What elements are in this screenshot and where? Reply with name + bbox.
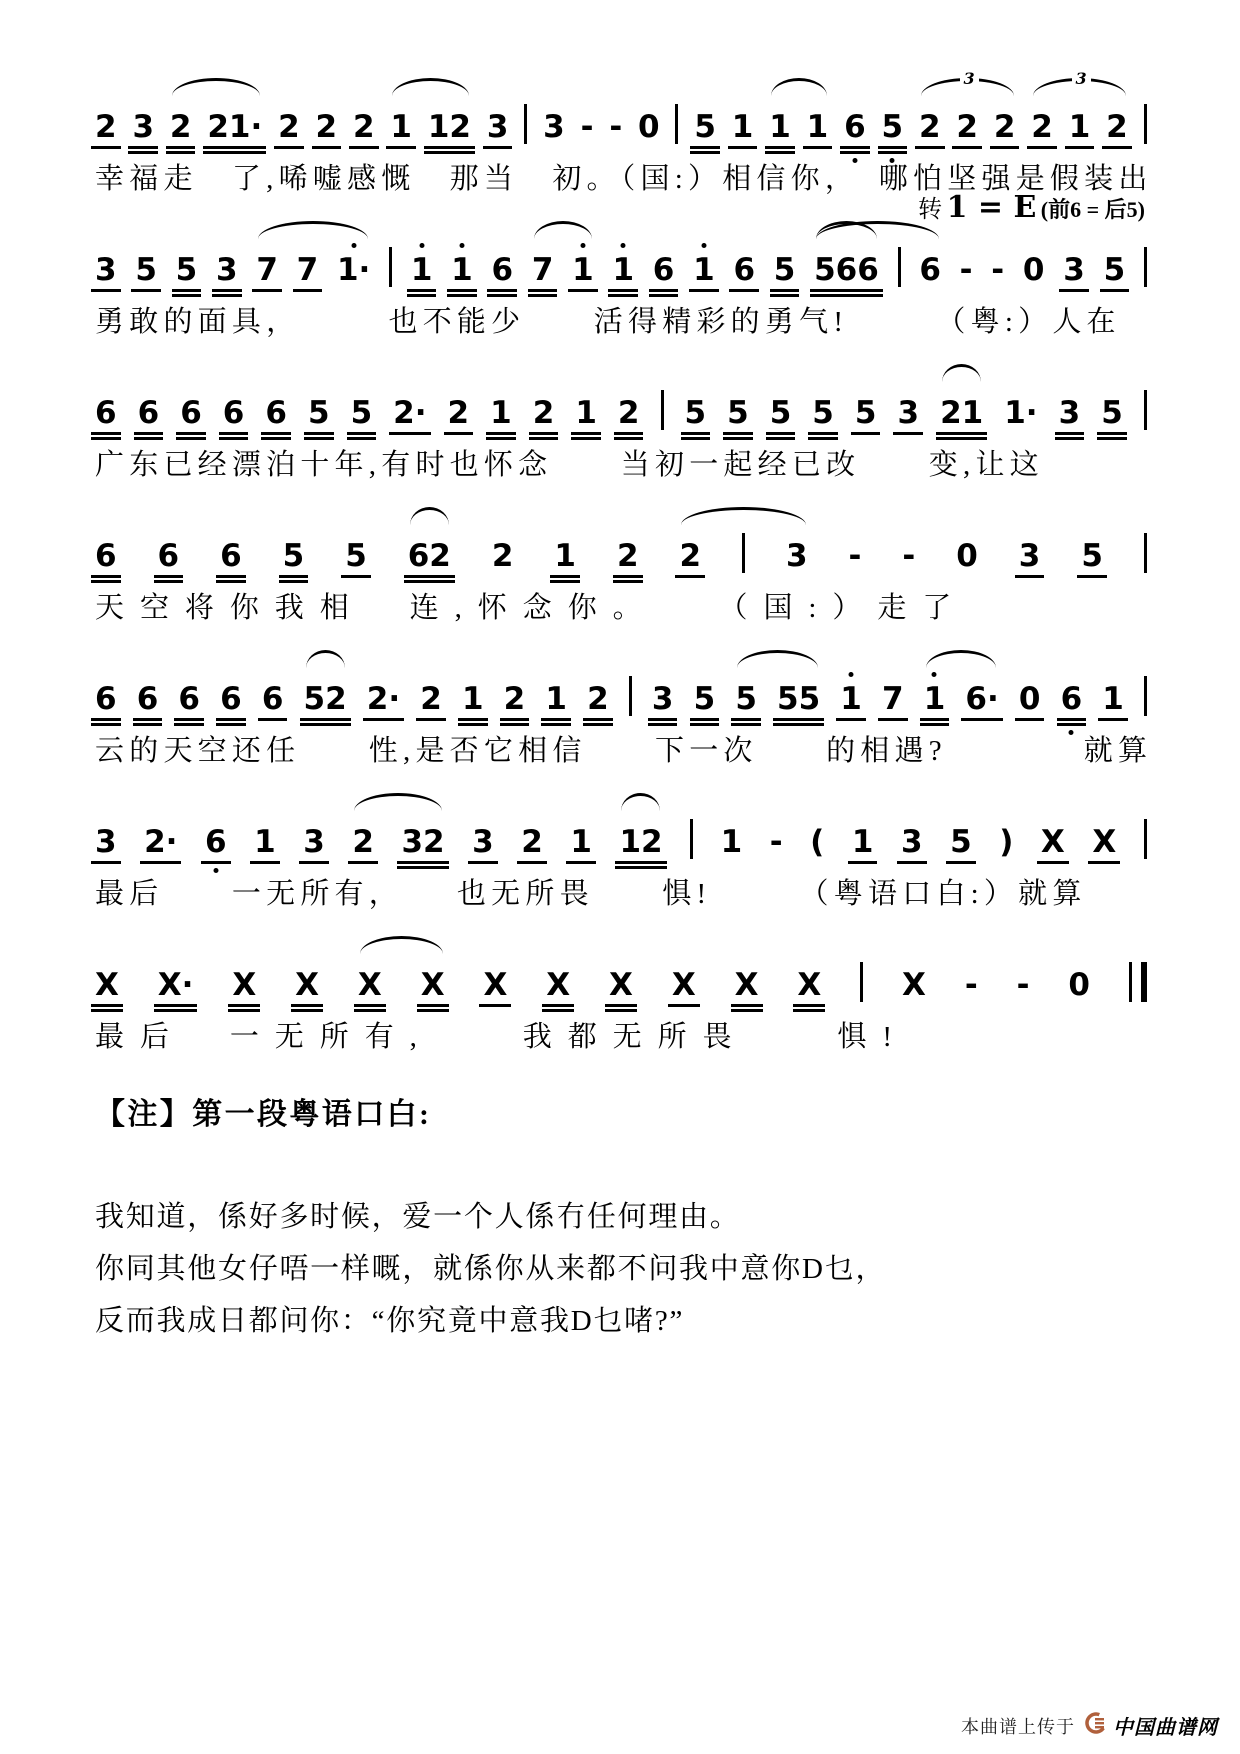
- note-token: 6: [220, 683, 242, 716]
- note-token: 1: [570, 826, 592, 859]
- note-token: 7: [297, 254, 319, 287]
- note-token: -: [769, 824, 783, 860]
- note-token: 7: [256, 254, 278, 287]
- note-token: X: [546, 969, 570, 1002]
- note-token: 1: [612, 254, 634, 287]
- slur-arc: [410, 507, 449, 525]
- note-token: 0: [1068, 967, 1090, 1003]
- note-token: 2: [95, 111, 117, 144]
- note-token: X: [483, 969, 507, 1002]
- note-token: 52: [304, 683, 347, 716]
- note-token: -: [964, 967, 978, 1003]
- note-token: 2: [353, 111, 375, 144]
- note-token: 1: [462, 683, 484, 716]
- lyrics-row-7: 最后 一无所有, 我都无所畏 惧!: [95, 1021, 908, 1053]
- barline: [1144, 533, 1147, 573]
- note-token: 2: [352, 826, 374, 859]
- slur-arc: [942, 364, 981, 382]
- note-token: 3: [1063, 254, 1085, 287]
- barline: [661, 390, 664, 430]
- barline: [860, 962, 863, 1002]
- slur-arc: [258, 221, 368, 239]
- note-token: 6: [491, 254, 513, 287]
- key-change-prefix: 转: [918, 197, 943, 223]
- note-token: X: [735, 969, 759, 1002]
- notes-row-1: [95, 69, 1147, 145]
- note-token: 1: [693, 254, 715, 287]
- note-token: 5: [855, 397, 877, 430]
- note-token: 566: [814, 254, 879, 287]
- barline: [389, 247, 392, 287]
- note-token: 1: [572, 254, 594, 287]
- music-line-6: [95, 803, 1147, 912]
- note-token: 3: [95, 254, 117, 287]
- note-token: X: [902, 967, 926, 1003]
- note-token: 5: [176, 254, 198, 287]
- note-section: [95, 1089, 1147, 1347]
- triplet-number: 3: [1072, 69, 1091, 88]
- lyrics-row-4: 天空将你我相 连,怀念你。 （国:）走了: [95, 592, 968, 624]
- note-token: 3: [216, 254, 238, 287]
- lyrics-row-3: 广东已经漂泊十年,有时也怀念 当初一起经已改 变,让这: [95, 449, 1044, 481]
- note-token: 21·: [207, 111, 262, 144]
- slur-arc: [172, 78, 260, 96]
- note-token: 5: [774, 254, 796, 287]
- note-token: 62: [408, 540, 451, 573]
- barline: [629, 676, 632, 716]
- note-token: X: [797, 969, 821, 1002]
- note-token: 3: [1059, 397, 1081, 430]
- note-token: 2: [956, 111, 978, 144]
- note-token: 12: [428, 111, 471, 144]
- note-token: 5: [770, 397, 792, 430]
- note-token: X: [295, 969, 319, 1002]
- barline: [898, 247, 901, 287]
- barline: [690, 819, 693, 859]
- note-token: 2: [618, 397, 640, 430]
- note-token: ): [999, 824, 1014, 860]
- note-token: 6: [205, 826, 227, 859]
- note-token: (: [810, 824, 825, 860]
- triplet-number: 3: [960, 69, 979, 88]
- barline: [1144, 104, 1147, 144]
- note-token: X·: [158, 969, 194, 1002]
- note-token: 2: [420, 683, 442, 716]
- note-token: 6: [1061, 683, 1083, 716]
- note-token: -: [580, 109, 594, 145]
- note-token: 2: [994, 111, 1016, 144]
- note-token: 1: [554, 540, 576, 573]
- barline: [1144, 247, 1147, 287]
- note-title: 【注】第一段粤语口白:: [95, 1098, 432, 1131]
- note-token: 5: [351, 397, 373, 430]
- notes-row-6: [95, 803, 1147, 859]
- note-token: 6: [137, 683, 159, 716]
- note-line-1: 我知道，係好多时候，爱一个人係冇任何理由。: [95, 1201, 741, 1233]
- note-token: 5: [882, 111, 904, 144]
- note-token: 6·: [965, 683, 998, 716]
- note-token: 5: [283, 540, 305, 573]
- slur-arc: [354, 793, 442, 811]
- note-token: 1: [411, 254, 433, 287]
- lyrics-row-5: 云的天空还任 性,是否它相信 下一次 的相遇? 就算: [95, 735, 1153, 767]
- barline: [1144, 390, 1147, 430]
- note-token: 2: [587, 683, 609, 716]
- note-token: 6: [138, 397, 160, 430]
- note-token: 1: [852, 826, 874, 859]
- slur-arc: [306, 650, 345, 668]
- note-token: 1: [732, 111, 754, 144]
- watermark: [961, 1711, 1218, 1740]
- note-token: 2: [521, 826, 543, 859]
- key-change: [918, 189, 1145, 225]
- note-token: 1·: [1004, 395, 1038, 431]
- note-token: -: [848, 538, 862, 574]
- note-token: X: [1092, 826, 1116, 859]
- note-token: -: [1016, 967, 1030, 1003]
- note-token: 3: [901, 826, 923, 859]
- lyrics-row-2: 勇敢的面具， 也不能少 活得精彩的勇气! （粤:）人在: [95, 306, 1121, 338]
- note-token: 7: [532, 254, 554, 287]
- key-change-paren: (前6 = 后5): [1040, 197, 1145, 222]
- note-token: 6: [95, 540, 117, 573]
- note-token: 12: [619, 826, 662, 859]
- note-token: 2: [1106, 111, 1128, 144]
- note-token: X: [672, 969, 696, 1002]
- notes-row-2: [95, 231, 1147, 287]
- note-token: 5: [735, 683, 757, 716]
- note-token: -: [959, 252, 973, 288]
- music-line-5: [95, 660, 1153, 769]
- note-token: 2: [504, 683, 526, 716]
- note-token: 2: [278, 111, 300, 144]
- barline: [742, 533, 745, 573]
- note-token: 6: [844, 111, 866, 144]
- note-token: 6: [919, 252, 941, 288]
- slur-arc: [621, 793, 660, 811]
- slur-arc: [771, 78, 827, 96]
- key-change-main: 1 = E: [946, 190, 1037, 225]
- notes-row-3: [95, 374, 1147, 430]
- note-token: 3: [132, 111, 154, 144]
- note-token: -: [609, 109, 623, 145]
- lyrics-row-1: 幸福走 了,唏嘘感慨 那当 初。（国:）相信你， 哪怕坚强是假装出: [95, 163, 1153, 195]
- note-token: 2: [448, 397, 470, 430]
- note-token: 6: [262, 683, 284, 716]
- note-token: 3: [786, 538, 808, 574]
- note-token: 0: [1022, 252, 1045, 288]
- note-token: 0: [1019, 683, 1041, 716]
- note-lines: [95, 1191, 1147, 1347]
- slur-arc: [926, 650, 996, 668]
- final-barline: [1129, 962, 1147, 1002]
- note-token: 3: [543, 109, 565, 145]
- music-line-1: [95, 69, 1153, 197]
- note-token: 6: [178, 683, 200, 716]
- note-token: 5: [1101, 397, 1123, 430]
- music-line-7: [95, 946, 1147, 1055]
- note-token: 3: [1019, 540, 1041, 573]
- note-token: 3: [303, 826, 325, 859]
- note-line-2: 你同其他女仔唔一样嘅，就係你从来都不问我中意你D乜，: [95, 1253, 887, 1285]
- note-token: 3: [652, 683, 674, 716]
- note-token: 5: [694, 683, 716, 716]
- note-token: 5: [345, 540, 367, 573]
- note-token: 2·: [393, 397, 426, 430]
- barline: [1144, 676, 1147, 716]
- slur-arc: [534, 221, 592, 239]
- slur-arc: [737, 650, 818, 668]
- note-token: 1: [451, 254, 473, 287]
- notes-row-7: [95, 946, 1147, 1002]
- note-token: 5: [812, 397, 834, 430]
- music-line-4: [95, 517, 1147, 626]
- barline: [524, 104, 527, 144]
- note-token: 1: [720, 824, 743, 860]
- note-token: 0: [638, 109, 660, 145]
- watermark-text: 本曲谱上传于: [961, 1716, 1075, 1737]
- note-token: 2: [491, 538, 514, 574]
- note-token: 6: [265, 397, 287, 430]
- note-token: 6: [95, 683, 117, 716]
- note-token: 55: [777, 683, 820, 716]
- notes-row-5: [95, 660, 1147, 716]
- slur-arc: [392, 78, 469, 96]
- note-token: 1: [490, 397, 512, 430]
- note-token: 1: [807, 111, 829, 144]
- note-token: 5: [1081, 540, 1103, 573]
- note-token: X: [95, 969, 119, 1002]
- note-token: 7: [882, 683, 904, 716]
- note-token: 5: [308, 397, 330, 430]
- barline: [675, 104, 678, 144]
- note-token: 5: [950, 826, 972, 859]
- note-token: -: [991, 252, 1005, 288]
- note-token: 0: [956, 538, 978, 574]
- note-token: 1: [924, 683, 946, 716]
- score: [95, 69, 1153, 1347]
- note-token: 5: [685, 397, 707, 430]
- slur-arc: [681, 507, 806, 525]
- note-token: 2: [1031, 111, 1053, 144]
- note-token: 5: [694, 111, 716, 144]
- note-token: X: [421, 969, 445, 1002]
- note-token: 6: [180, 397, 202, 430]
- note-token: 6: [733, 254, 755, 287]
- note-token: 6: [220, 540, 242, 573]
- note-token: 2: [679, 540, 701, 573]
- note-token: 3: [95, 826, 117, 859]
- note-token: 6: [158, 540, 180, 573]
- note-line-3: 反而我成日都问你：“你究竟中意我D乜啫?”: [95, 1305, 685, 1337]
- note-token: 2: [170, 111, 192, 144]
- note-token: X: [609, 969, 633, 1002]
- note-token: X: [358, 969, 382, 1002]
- note-token: 5: [135, 254, 157, 287]
- note-token: 5: [727, 397, 749, 430]
- notes-row-4: [95, 517, 1147, 573]
- note-token: 2: [617, 540, 639, 573]
- note-token: 6: [223, 397, 245, 430]
- music-line-2: [95, 190, 1147, 340]
- note-token: 1: [254, 826, 276, 859]
- note-token: 2·: [367, 683, 400, 716]
- note-token: 3: [472, 826, 494, 859]
- barline: [1144, 819, 1147, 859]
- note-token: 2·: [144, 826, 177, 859]
- note-token: 1: [1069, 111, 1091, 144]
- note-token: 1: [390, 111, 412, 144]
- music-line-3: [95, 374, 1147, 483]
- note-token: -: [902, 538, 916, 574]
- note-token: X: [232, 969, 256, 1002]
- note-token: 1: [545, 683, 567, 716]
- note-token: 2: [533, 397, 555, 430]
- note-token: 1: [769, 111, 791, 144]
- note-token: 1: [1102, 683, 1124, 716]
- qupu-logo-icon: [1085, 1712, 1107, 1739]
- lyrics-row-6: 最后 一无所有， 也无所畏 惧! （粤语口白:）就算: [95, 878, 1087, 910]
- note-token: X: [1041, 826, 1065, 859]
- site-name: 中国曲谱网: [1113, 1717, 1218, 1739]
- note-token: 6: [653, 254, 675, 287]
- note-token: 1: [840, 683, 862, 716]
- slur-arc: [360, 936, 443, 954]
- note-token: 32: [401, 826, 444, 859]
- note-token: 2: [316, 111, 338, 144]
- note-token: 5: [1104, 254, 1126, 287]
- note-token: 3: [487, 111, 509, 144]
- note-token: 3: [897, 397, 919, 430]
- note-token: 1: [575, 397, 597, 430]
- note-token: 1·: [337, 254, 370, 287]
- note-token: 2: [919, 111, 941, 144]
- note-token: 6: [95, 397, 117, 430]
- note-token: 21: [940, 397, 983, 430]
